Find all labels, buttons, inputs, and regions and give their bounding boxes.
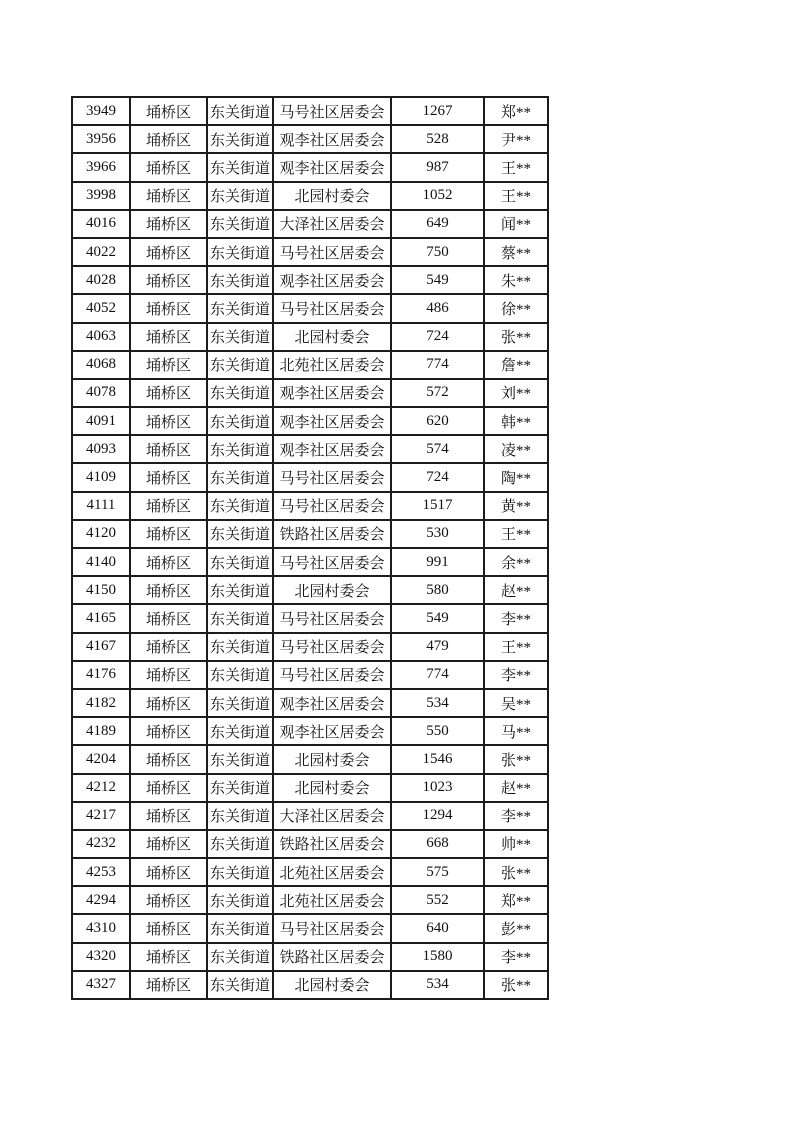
table-row [72, 548, 548, 576]
table-cell-community: 铁路社区居委会 [273, 520, 391, 548]
table-cell-street: 东关街道 [207, 661, 273, 689]
table-cell-name: 刘** [484, 379, 548, 407]
table-cell-count: 534 [391, 971, 484, 999]
table-row [72, 802, 548, 830]
table-cell-street: 东关街道 [207, 379, 273, 407]
table-cell-community: 马号社区居委会 [273, 548, 391, 576]
table-cell-community: 观李社区居委会 [273, 689, 391, 717]
table-cell-street: 东关街道 [207, 182, 273, 210]
table-cell-district: 埇桥区 [130, 689, 207, 717]
table-cell-count: 649 [391, 210, 484, 238]
table-cell-district: 埇桥区 [130, 604, 207, 632]
table-row [72, 717, 548, 745]
table-cell-district: 埇桥区 [130, 210, 207, 238]
table-cell-code: 4176 [72, 661, 130, 689]
table-cell-street: 东关街道 [207, 858, 273, 886]
table-cell-street: 东关街道 [207, 323, 273, 351]
table-cell-street: 东关街道 [207, 943, 273, 971]
table-cell-community: 北苑社区居委会 [273, 858, 391, 886]
table-row [72, 266, 548, 294]
table-cell-district: 埇桥区 [130, 661, 207, 689]
table-cell-name: 郑** [484, 886, 548, 914]
table-cell-street: 东关街道 [207, 266, 273, 294]
table-cell-district: 埇桥区 [130, 914, 207, 942]
table-cell-name: 王** [484, 153, 548, 181]
table-cell-community: 大泽社区居委会 [273, 210, 391, 238]
table-row [72, 492, 548, 520]
table-cell-count: 1580 [391, 943, 484, 971]
table-cell-code: 4212 [72, 774, 130, 802]
table-cell-name: 李** [484, 604, 548, 632]
table-cell-code: 4310 [72, 914, 130, 942]
table-cell-district: 埇桥区 [130, 97, 207, 125]
table-cell-count: 575 [391, 858, 484, 886]
table-row [72, 294, 548, 322]
table-cell-name: 王** [484, 633, 548, 661]
table-cell-district: 埇桥区 [130, 548, 207, 576]
table-cell-community: 马号社区居委会 [273, 661, 391, 689]
table-cell-name: 李** [484, 661, 548, 689]
table-cell-count: 774 [391, 661, 484, 689]
table-cell-community: 马号社区居委会 [273, 633, 391, 661]
table-row [72, 407, 548, 435]
table-cell-count: 1023 [391, 774, 484, 802]
table-row [72, 520, 548, 548]
table-row [72, 689, 548, 717]
table-cell-name: 韩** [484, 407, 548, 435]
table-cell-code: 4120 [72, 520, 130, 548]
table-row [72, 886, 548, 914]
table-cell-district: 埇桥区 [130, 717, 207, 745]
table-cell-district: 埇桥区 [130, 153, 207, 181]
table-cell-street: 东关街道 [207, 914, 273, 942]
table-cell-name: 徐** [484, 294, 548, 322]
table-cell-district: 埇桥区 [130, 971, 207, 999]
table-row [72, 633, 548, 661]
table-cell-community: 马号社区居委会 [273, 463, 391, 491]
table-cell-name: 张** [484, 971, 548, 999]
table-row [72, 210, 548, 238]
table-cell-code: 3966 [72, 153, 130, 181]
table-cell-community: 北园村委会 [273, 182, 391, 210]
table-cell-street: 东关街道 [207, 351, 273, 379]
table-row [72, 351, 548, 379]
table-cell-code: 4294 [72, 886, 130, 914]
table-cell-community: 观李社区居委会 [273, 125, 391, 153]
table-cell-name: 王** [484, 182, 548, 210]
table-cell-district: 埇桥区 [130, 943, 207, 971]
table-cell-district: 埇桥区 [130, 294, 207, 322]
table-cell-name: 张** [484, 323, 548, 351]
table-cell-community: 马号社区居委会 [273, 97, 391, 125]
table-cell-district: 埇桥区 [130, 633, 207, 661]
table-cell-count: 549 [391, 266, 484, 294]
table-row [72, 914, 548, 942]
table-cell-district: 埇桥区 [130, 407, 207, 435]
table-row [72, 323, 548, 351]
table-cell-street: 东关街道 [207, 210, 273, 238]
table-cell-community: 观李社区居委会 [273, 435, 391, 463]
table-cell-street: 东关街道 [207, 576, 273, 604]
table-row [72, 576, 548, 604]
table-row [72, 379, 548, 407]
table-cell-street: 东关街道 [207, 633, 273, 661]
table-cell-code: 4189 [72, 717, 130, 745]
table-cell-district: 埇桥区 [130, 492, 207, 520]
table-cell-street: 东关街道 [207, 153, 273, 181]
table-row [72, 125, 548, 153]
table-cell-count: 1052 [391, 182, 484, 210]
table-cell-code: 4232 [72, 830, 130, 858]
table-cell-code: 3949 [72, 97, 130, 125]
table-cell-district: 埇桥区 [130, 576, 207, 604]
table-cell-name: 王** [484, 520, 548, 548]
table-cell-district: 埇桥区 [130, 379, 207, 407]
table-cell-name: 陶** [484, 463, 548, 491]
table-cell-community: 马号社区居委会 [273, 238, 391, 266]
table-cell-code: 3998 [72, 182, 130, 210]
table-row [72, 182, 548, 210]
table-cell-code: 4140 [72, 548, 130, 576]
table-cell-count: 530 [391, 520, 484, 548]
table-cell-code: 4182 [72, 689, 130, 717]
table-cell-street: 东关街道 [207, 125, 273, 153]
table-cell-code: 4167 [72, 633, 130, 661]
table-cell-code: 4165 [72, 604, 130, 632]
table-cell-district: 埇桥区 [130, 745, 207, 773]
table-cell-district: 埇桥区 [130, 886, 207, 914]
table-row [72, 97, 548, 125]
table-row [72, 971, 548, 999]
table-cell-code: 4022 [72, 238, 130, 266]
table-cell-code: 4150 [72, 576, 130, 604]
table-cell-code: 4063 [72, 323, 130, 351]
table-cell-count: 987 [391, 153, 484, 181]
table-cell-code: 4320 [72, 943, 130, 971]
table-cell-count: 486 [391, 294, 484, 322]
table-cell-count: 1546 [391, 745, 484, 773]
table-cell-community: 北园村委会 [273, 323, 391, 351]
table-cell-street: 东关街道 [207, 520, 273, 548]
table-row [72, 943, 548, 971]
table-cell-name: 余** [484, 548, 548, 576]
table-cell-name: 赵** [484, 774, 548, 802]
table-cell-name: 彭** [484, 914, 548, 942]
table-cell-code: 4052 [72, 294, 130, 322]
table-cell-name: 李** [484, 943, 548, 971]
table-cell-name: 凌** [484, 435, 548, 463]
table-cell-district: 埇桥区 [130, 830, 207, 858]
table-row [72, 435, 548, 463]
table-cell-community: 观李社区居委会 [273, 407, 391, 435]
table-cell-community: 观李社区居委会 [273, 266, 391, 294]
table-cell-name: 马** [484, 717, 548, 745]
table-cell-street: 东关街道 [207, 830, 273, 858]
table-cell-name: 张** [484, 858, 548, 886]
table-cell-street: 东关街道 [207, 407, 273, 435]
table-cell-code: 4068 [72, 351, 130, 379]
table-row [72, 661, 548, 689]
table-cell-community: 北苑社区居委会 [273, 351, 391, 379]
table-cell-count: 1517 [391, 492, 484, 520]
table-cell-street: 东关街道 [207, 717, 273, 745]
table-cell-code: 4016 [72, 210, 130, 238]
table-cell-count: 580 [391, 576, 484, 604]
table-cell-count: 774 [391, 351, 484, 379]
table-row [72, 238, 548, 266]
table-cell-count: 549 [391, 604, 484, 632]
table-cell-name: 黄** [484, 492, 548, 520]
table-cell-street: 东关街道 [207, 548, 273, 576]
table-cell-street: 东关街道 [207, 886, 273, 914]
table-cell-name: 詹** [484, 351, 548, 379]
table-cell-district: 埇桥区 [130, 323, 207, 351]
table-cell-street: 东关街道 [207, 745, 273, 773]
table-cell-district: 埇桥区 [130, 802, 207, 830]
table-cell-count: 724 [391, 323, 484, 351]
table-cell-street: 东关街道 [207, 294, 273, 322]
table-cell-code: 4028 [72, 266, 130, 294]
table-cell-code: 4091 [72, 407, 130, 435]
table-cell-community: 观李社区居委会 [273, 717, 391, 745]
table-cell-code: 4111 [72, 492, 130, 520]
table-cell-count: 572 [391, 379, 484, 407]
table-cell-count: 620 [391, 407, 484, 435]
table-cell-name: 李** [484, 802, 548, 830]
table-cell-community: 观李社区居委会 [273, 153, 391, 181]
table-cell-district: 埇桥区 [130, 858, 207, 886]
table-cell-community: 铁路社区居委会 [273, 943, 391, 971]
table-cell-community: 马号社区居委会 [273, 604, 391, 632]
table-cell-street: 东关街道 [207, 238, 273, 266]
table-cell-community: 北园村委会 [273, 774, 391, 802]
table-row [72, 153, 548, 181]
table-cell-count: 534 [391, 689, 484, 717]
table-cell-name: 郑** [484, 97, 548, 125]
table-cell-count: 724 [391, 463, 484, 491]
table-cell-community: 北园村委会 [273, 745, 391, 773]
table-body [72, 97, 548, 999]
table-cell-count: 668 [391, 830, 484, 858]
table-cell-name: 蔡** [484, 238, 548, 266]
table-cell-count: 1267 [391, 97, 484, 125]
table-cell-community: 铁路社区居委会 [273, 830, 391, 858]
table-cell-district: 埇桥区 [130, 520, 207, 548]
table-cell-district: 埇桥区 [130, 125, 207, 153]
table-cell-count: 1294 [391, 802, 484, 830]
table-cell-district: 埇桥区 [130, 266, 207, 294]
table-cell-street: 东关街道 [207, 774, 273, 802]
table-cell-count: 750 [391, 238, 484, 266]
table-cell-code: 3956 [72, 125, 130, 153]
table-cell-street: 东关街道 [207, 689, 273, 717]
table-cell-street: 东关街道 [207, 492, 273, 520]
table-cell-community: 北园村委会 [273, 971, 391, 999]
table-cell-name: 吴** [484, 689, 548, 717]
table-cell-name: 尹** [484, 125, 548, 153]
table-cell-community: 马号社区居委会 [273, 914, 391, 942]
table-cell-community: 马号社区居委会 [273, 492, 391, 520]
table-cell-street: 东关街道 [207, 971, 273, 999]
table-cell-code: 4327 [72, 971, 130, 999]
table-row [72, 830, 548, 858]
table-cell-community: 观李社区居委会 [273, 379, 391, 407]
table-cell-count: 552 [391, 886, 484, 914]
table-cell-district: 埇桥区 [130, 238, 207, 266]
table-cell-count: 550 [391, 717, 484, 745]
table-cell-code: 4093 [72, 435, 130, 463]
table-cell-community: 马号社区居委会 [273, 294, 391, 322]
table-cell-name: 帅** [484, 830, 548, 858]
table-cell-street: 东关街道 [207, 435, 273, 463]
table-cell-community: 大泽社区居委会 [273, 802, 391, 830]
table-row [72, 774, 548, 802]
table-cell-code: 4217 [72, 802, 130, 830]
table-cell-code: 4078 [72, 379, 130, 407]
table-cell-name: 张** [484, 745, 548, 773]
table-cell-count: 640 [391, 914, 484, 942]
table-row [72, 858, 548, 886]
table-cell-code: 4204 [72, 745, 130, 773]
table-cell-community: 北苑社区居委会 [273, 886, 391, 914]
table-cell-count: 574 [391, 435, 484, 463]
table-cell-street: 东关街道 [207, 463, 273, 491]
table-cell-name: 朱** [484, 266, 548, 294]
table-cell-count: 528 [391, 125, 484, 153]
table-cell-name: 闻** [484, 210, 548, 238]
data-table [71, 96, 549, 1000]
table-cell-district: 埇桥区 [130, 774, 207, 802]
table-row [72, 604, 548, 632]
table-cell-street: 东关街道 [207, 802, 273, 830]
table-cell-code: 4109 [72, 463, 130, 491]
table-cell-district: 埇桥区 [130, 463, 207, 491]
table-cell-street: 东关街道 [207, 97, 273, 125]
table-cell-name: 赵** [484, 576, 548, 604]
table-cell-count: 479 [391, 633, 484, 661]
table-row [72, 463, 548, 491]
table-cell-district: 埇桥区 [130, 351, 207, 379]
table-cell-community: 北园村委会 [273, 576, 391, 604]
table-cell-district: 埇桥区 [130, 435, 207, 463]
table-cell-district: 埇桥区 [130, 182, 207, 210]
table-cell-count: 991 [391, 548, 484, 576]
table-cell-code: 4253 [72, 858, 130, 886]
table-cell-street: 东关街道 [207, 604, 273, 632]
table-row [72, 745, 548, 773]
